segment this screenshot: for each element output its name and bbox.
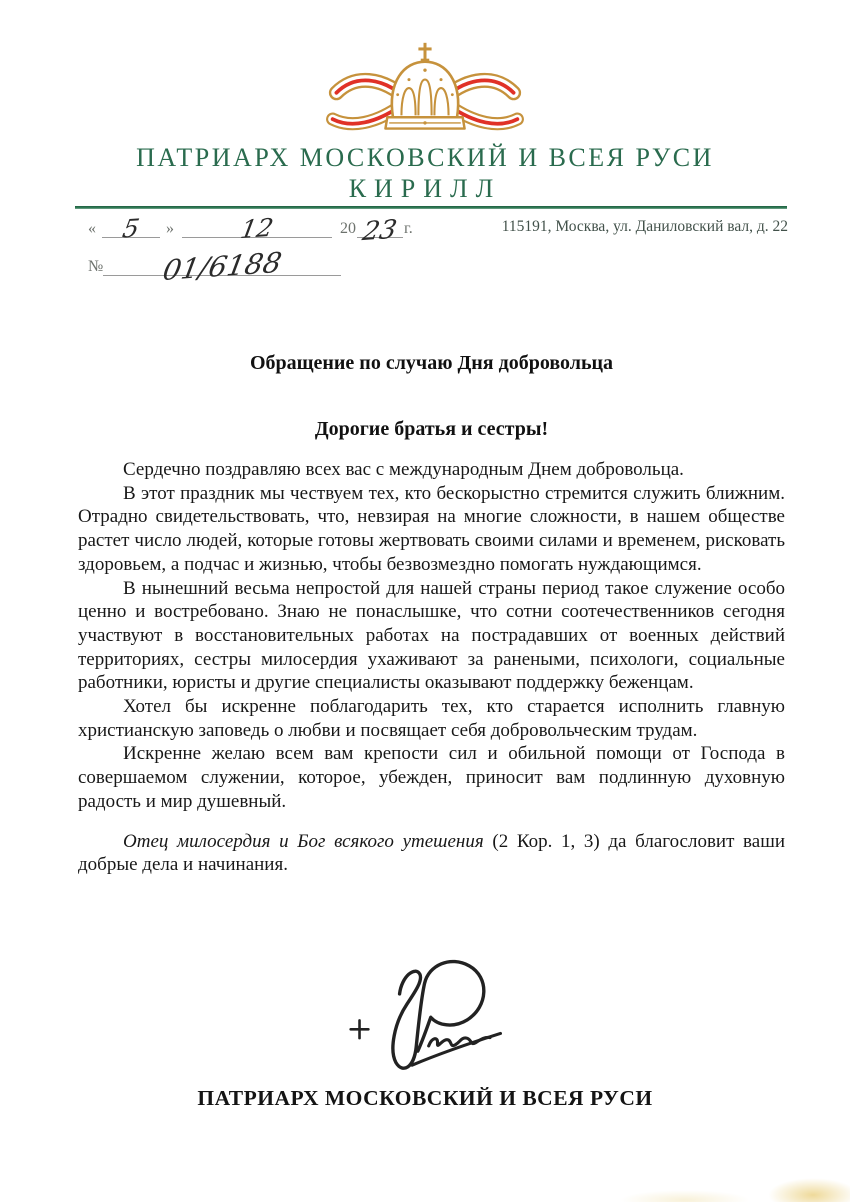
- handwritten-day: 5: [120, 213, 142, 244]
- close-guillemet: »: [166, 220, 174, 237]
- paragraph: Сердечно поздравляю всех вас с международным Днем добровольца.: [123, 459, 684, 480]
- quote-regular-part: (2 Кор. 1, 3) да благословит ваши добрые дела и начинания.: [78, 830, 786, 876]
- handwritten-month: 12: [238, 212, 276, 245]
- handwritten-year: 23: [360, 214, 400, 248]
- number-line: [88, 245, 341, 288]
- letterhead-name: КИРИЛЛ: [348, 174, 502, 203]
- patriarchal-crown-icon: [320, 40, 530, 138]
- number-label: №: [88, 258, 104, 275]
- paragraph: В нынешний весьма непростой для нашей страны период такое служение особо ценно и востребовано. Знаю не понаслышке, что сотни соотечественников сегодня участвуют в восстановительных работах на пострадавших от военных действий территориях, сестры милосердия ухаживают за ранеными, психологи, социальные работники, юристы и другие специалисты оказывают поддержку беженцам.: [78, 577, 785, 694]
- paragraph: В этот праздник мы чествуем тех, кто бескорыстно стремится служить ближним. Отрадно свидетельствовать, что, невзирая на многие сложности, в нашем обществе растет число людей, которые готовы жертвовать своими силами и временем, рисковать здоровьем, а подчас и жизнью, чтобы безвозмездно помогать нуждающимся.: [78, 482, 785, 575]
- number-field: [103, 245, 341, 288]
- scripture-quote: [78, 830, 785, 877]
- scan-smudge: [768, 1178, 850, 1202]
- scan-smudge: [620, 1190, 750, 1202]
- year-field: [357, 214, 403, 248]
- year-suffix: г.: [404, 220, 413, 237]
- letterhead-title: ПАТРИАРХ МОСКОВСКИЙ И ВСЕЯ РУСИ: [136, 143, 714, 172]
- date-line: [88, 212, 413, 248]
- handwritten-number: 01/6188: [160, 245, 285, 288]
- letterhead-divider: [75, 206, 787, 209]
- open-guillemet: «: [88, 220, 96, 237]
- signature-kirill-icon: [338, 944, 510, 1072]
- document-title: Обращение по случаю Дня добровольца: [249, 352, 614, 374]
- reference-row: [88, 212, 788, 248]
- quote-italic-part: Отец милосердия и Бог всякого утешения: [123, 830, 484, 852]
- letterhead-address: 115191, Москва, ул. Даниловский вал, д. 22: [501, 218, 788, 235]
- paragraph: Искренне желаю всем вам крепости сил и обильной помощи от Господа в совершаемом служении, которое, убежден, приносит вам подлинную духовную радость и мир душевный.: [78, 743, 785, 812]
- salutation: Дорогие братья и сестры!: [314, 418, 549, 440]
- letter-body: [78, 458, 785, 877]
- paragraph: Хотел бы искренне поблагодарить тех, кто старается исполнить главную христианскую заповедь о любви и посвящает себя добровольческим трудам.: [78, 696, 785, 741]
- day-field: [102, 213, 160, 244]
- month-field: [182, 212, 332, 245]
- footer-title: ПАТРИАРХ МОСКОВСКИЙ И ВСЕЯ РУСИ: [197, 1086, 653, 1110]
- year-prefix: 20: [340, 220, 356, 237]
